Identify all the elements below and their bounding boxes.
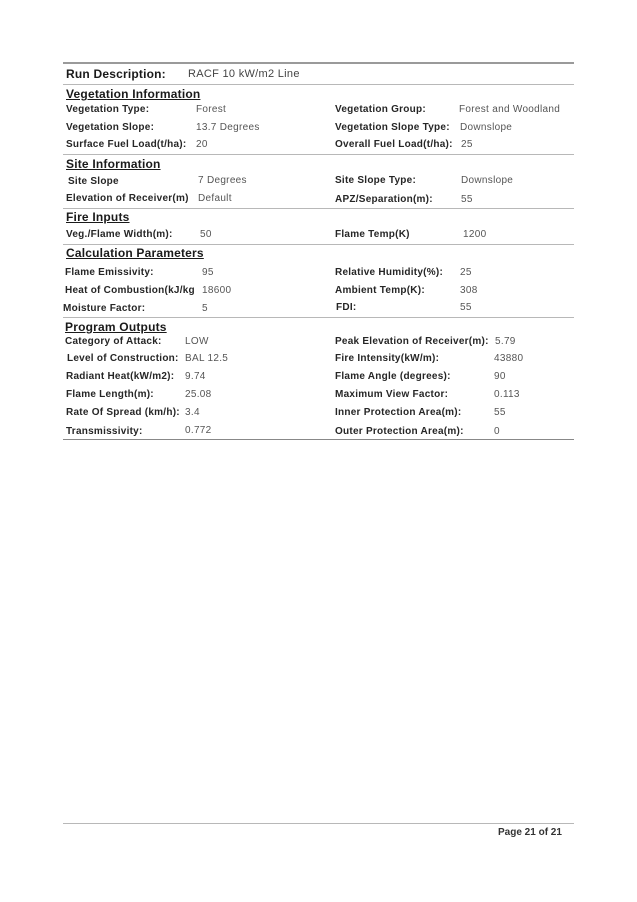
divider <box>63 208 574 209</box>
fire-intensity-value: 43880 <box>494 353 524 364</box>
maximum-view-factor-value: 0.113 <box>494 389 520 400</box>
outer-protection-area-value: 0 <box>494 426 500 437</box>
section-site-title: Site Information <box>66 157 161 171</box>
rate-of-spread-value: 3.4 <box>185 407 200 418</box>
category-of-attack-value: LOW <box>185 336 209 347</box>
page-number: Page 21 of 21 <box>498 827 562 838</box>
elevation-of-receiver-label: Elevation of Receiver(m) <box>66 193 189 204</box>
fire-intensity-label: Fire Intensity(kW/m): <box>335 353 440 364</box>
section-vegetation-title: Vegetation Information <box>66 87 201 101</box>
flame-length-value: 25.08 <box>185 389 212 400</box>
flame-temp-value: 1200 <box>463 229 487 240</box>
heat-of-combustion-value: 18600 <box>202 285 232 296</box>
transmissivity-value: 0.772 <box>185 425 212 436</box>
ambient-temp-label: Ambient Temp(K): <box>335 285 425 296</box>
flame-temp-label: Flame Temp(K) <box>335 229 410 240</box>
relative-humidity-label: Relative Humidity(%): <box>335 267 444 278</box>
site-slope-type-value: Downslope <box>461 175 514 186</box>
moisture-factor-label: Moisture Factor: <box>63 303 146 314</box>
apz-separation-label: APZ/Separation(m): <box>335 194 433 205</box>
radiant-heat-value: 9.74 <box>185 371 206 382</box>
inner-protection-area-label: Inner Protection Area(m): <box>335 407 462 418</box>
inner-protection-area-value: 55 <box>494 407 506 418</box>
elevation-of-receiver-value: Default <box>198 193 232 204</box>
moisture-factor-value: 5 <box>202 303 208 314</box>
flame-length-label: Flame Length(m): <box>66 389 154 400</box>
vegetation-slope-value: 13.7 Degrees <box>196 122 260 133</box>
section-outputs-title: Program Outputs <box>65 320 167 334</box>
flame-emissivity-value: 95 <box>202 267 214 278</box>
divider <box>63 84 574 85</box>
divider <box>63 317 574 318</box>
vegetation-slope-label: Vegetation Slope: <box>66 122 155 133</box>
flame-angle-value: 90 <box>494 371 506 382</box>
vegetation-slope-type-value: Downslope <box>460 122 513 133</box>
ambient-temp-value: 308 <box>460 285 478 296</box>
run-description-value: RACF 10 kW/m2 Line <box>188 68 300 80</box>
surface-fuel-load-value: 20 <box>196 139 208 150</box>
fdi-label: FDI: <box>336 302 357 313</box>
site-slope-label: Site Slope <box>68 176 119 187</box>
heat-of-combustion-label: Heat of Combustion(kJ/kg <box>65 285 195 296</box>
site-slope-value: 7 Degrees <box>198 175 247 186</box>
vegetation-slope-type-label: Vegetation Slope Type: <box>335 122 450 133</box>
category-of-attack-label: Category of Attack: <box>65 336 162 347</box>
relative-humidity-value: 25 <box>460 267 472 278</box>
level-of-construction-value: BAL 12.5 <box>185 353 229 364</box>
site-slope-type-label: Site Slope Type: <box>335 175 417 186</box>
divider <box>63 154 574 155</box>
flame-angle-label: Flame Angle (degrees): <box>335 371 451 382</box>
veg-flame-width-label: Veg./Flame Width(m): <box>66 229 173 240</box>
overall-fuel-load-value: 25 <box>461 139 473 150</box>
fdi-value: 55 <box>460 302 472 313</box>
transmissivity-label: Transmissivity: <box>66 426 143 437</box>
top-rule <box>63 62 574 64</box>
section-fire-title: Fire Inputs <box>66 210 130 224</box>
rate-of-spread-label: Rate Of Spread (km/h): <box>66 407 180 418</box>
run-description-label: Run Description: <box>66 67 166 81</box>
radiant-heat-label: Radiant Heat(kW/m2): <box>66 371 175 382</box>
level-of-construction-label: Level of Construction: <box>67 353 179 364</box>
maximum-view-factor-label: Maximum View Factor: <box>335 389 449 400</box>
vegetation-group-label: Vegetation Group: <box>335 104 426 115</box>
peak-elevation-label: Peak Elevation of Receiver(m): <box>335 336 489 347</box>
vegetation-type-value: Forest <box>196 104 227 115</box>
flame-emissivity-label: Flame Emissivity: <box>65 267 154 278</box>
footer-rule <box>63 823 574 824</box>
apz-separation-value: 55 <box>461 194 473 205</box>
vegetation-type-label: Vegetation Type: <box>66 104 150 115</box>
overall-fuel-load-label: Overall Fuel Load(t/ha): <box>335 139 453 150</box>
divider <box>63 244 574 245</box>
outer-protection-area-label: Outer Protection Area(m): <box>335 426 464 437</box>
vegetation-group-value: Forest and Woodland <box>459 104 561 115</box>
peak-elevation-value: 5.79 <box>495 336 516 347</box>
section-calculation-title: Calculation Parameters <box>66 246 204 260</box>
surface-fuel-load-label: Surface Fuel Load(t/ha): <box>66 139 187 150</box>
veg-flame-width-value: 50 <box>200 229 212 240</box>
bottom-rule <box>63 439 574 440</box>
